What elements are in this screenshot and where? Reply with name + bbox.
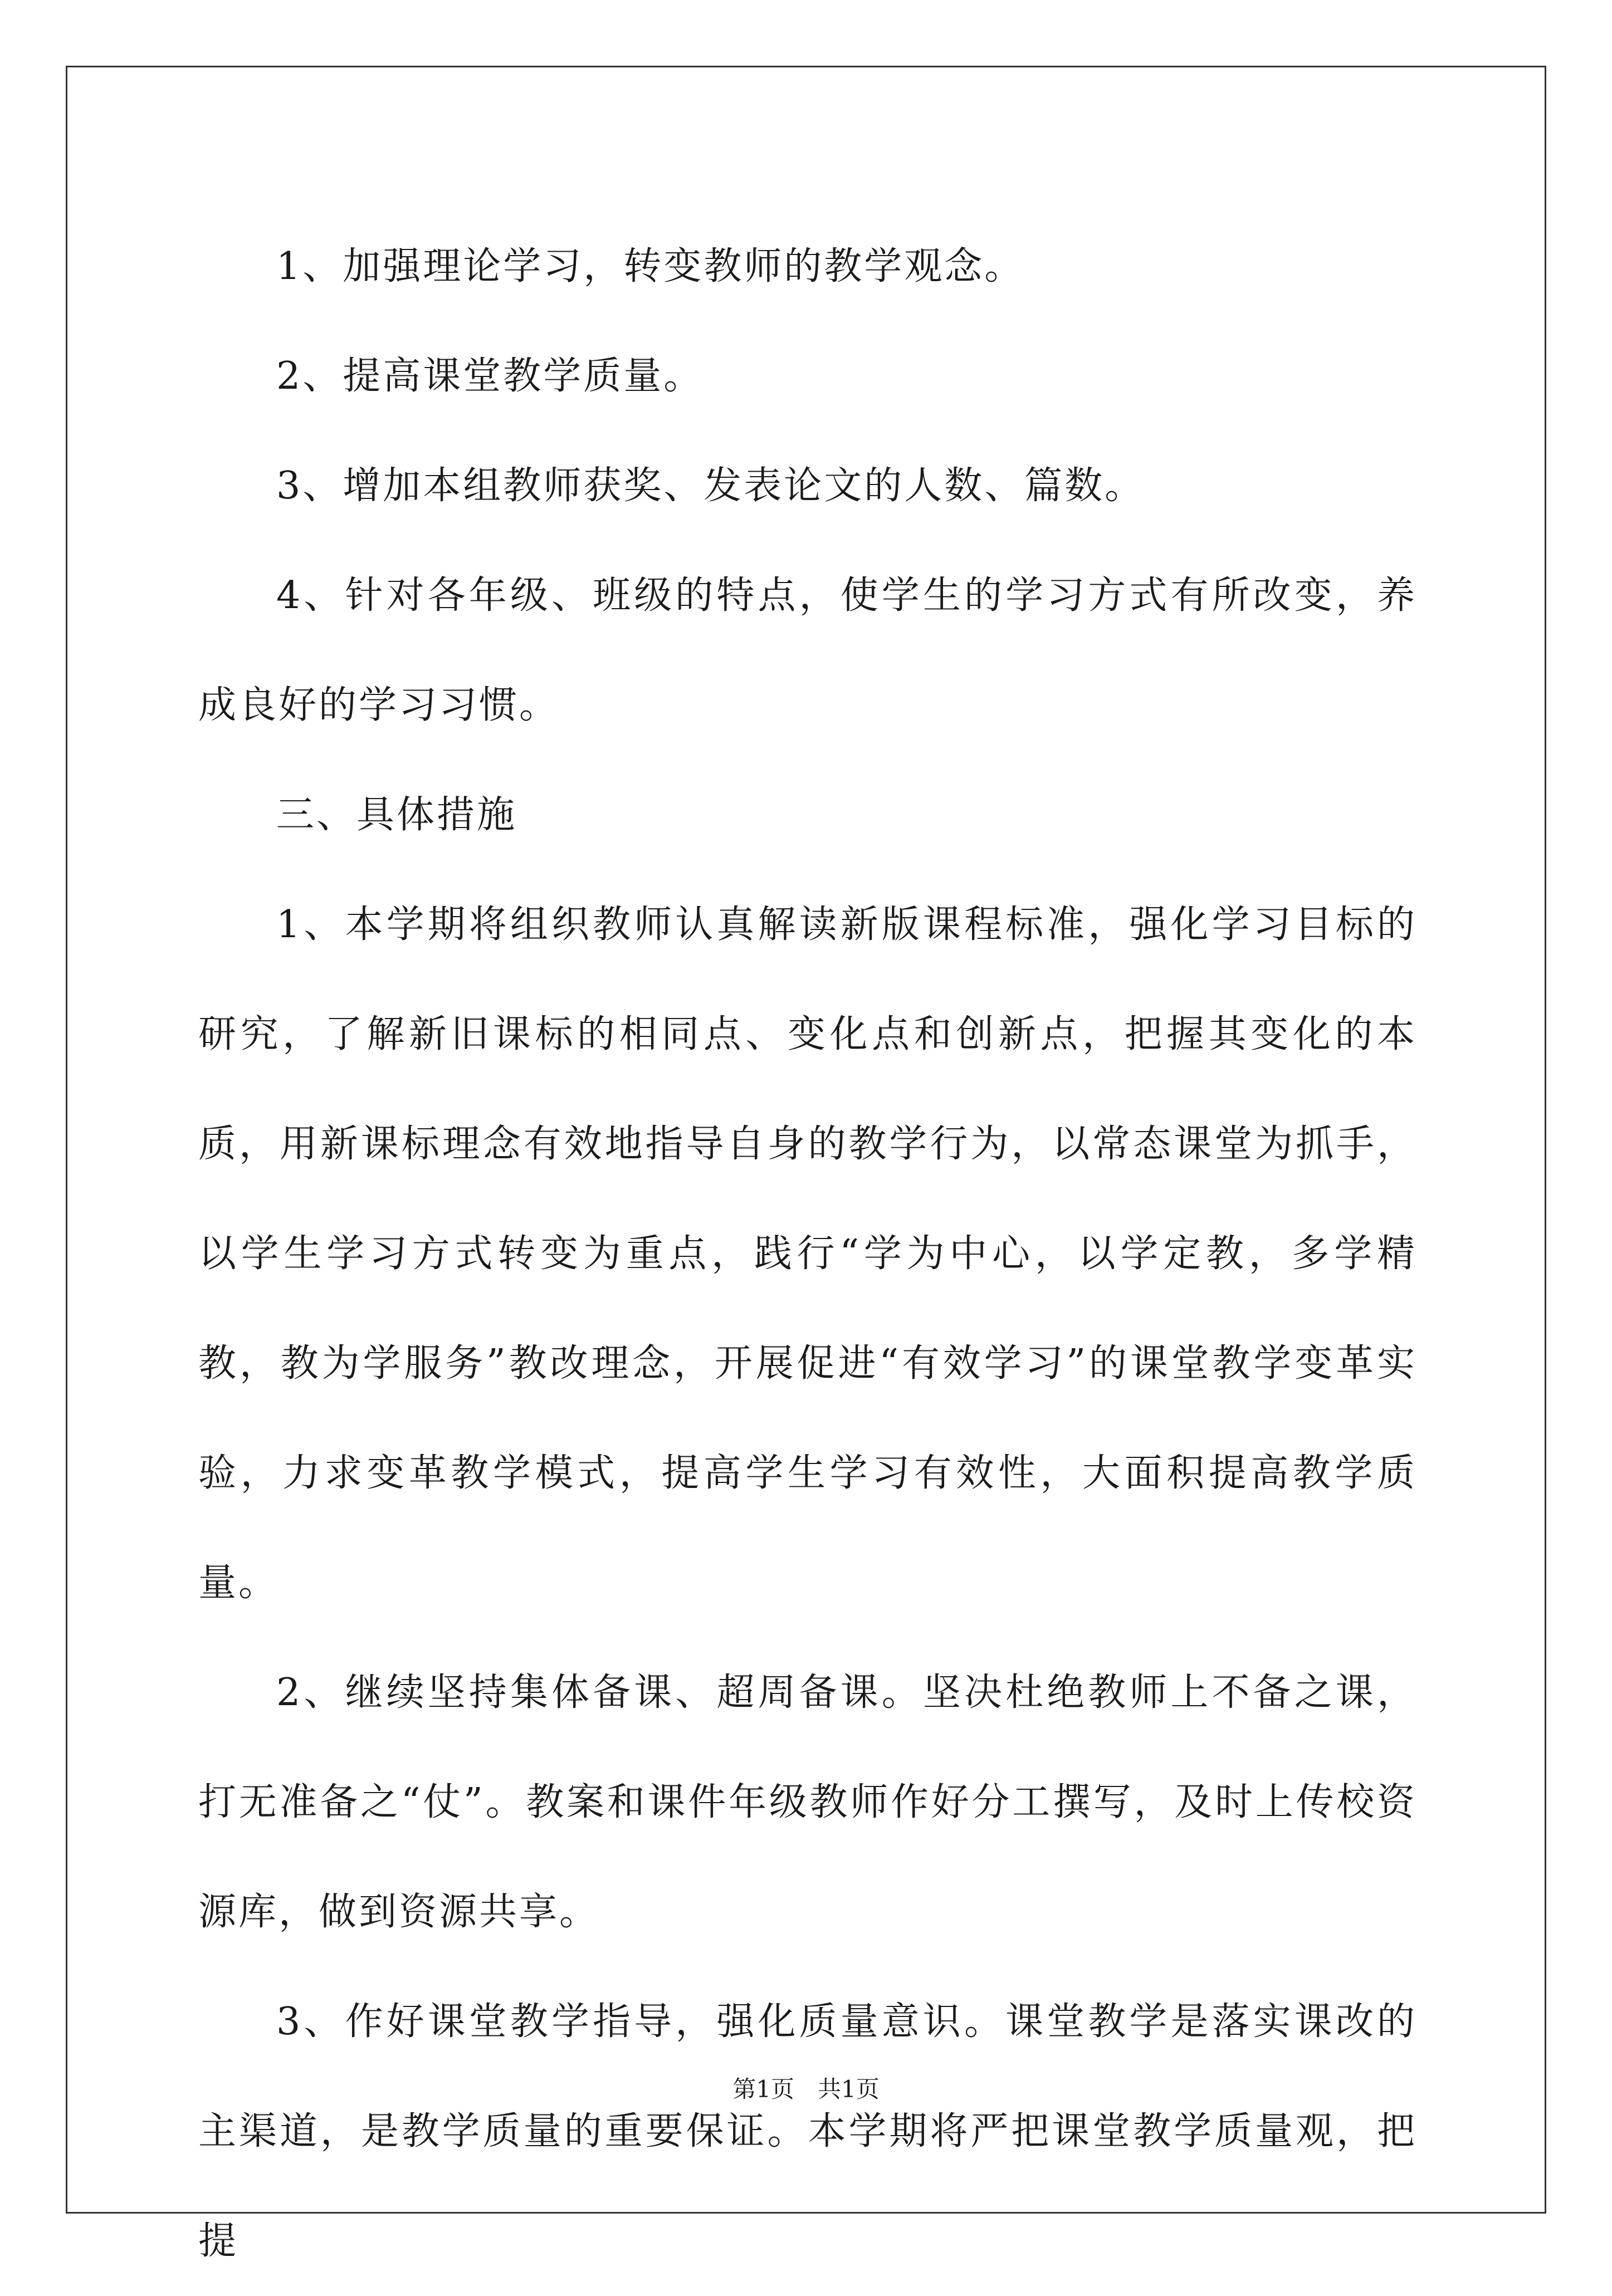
paragraph-goal-1: 1、加强理论学习，转变教师的教学观念。 [276,244,1025,288]
paragraph-goal-2: 2、提高课堂教学质量。 [276,354,704,398]
paragraph-goal-3: 3、增加本组教师获奖、发表论文的人数、篇数。 [276,464,1145,508]
section-heading-measures: 三、具体措施 [276,793,517,837]
page-number-footer: 第1页 共1页 [732,2075,880,2103]
paragraph-goal-4: 4、针对各年级、班级的特点，使学生的学习方式有所改变，养成良好的学习习惯。 [198,574,1417,727]
document-body [198,212,1417,2296]
paragraph-measure-2: 2、继续坚持集体备课、超周备课。坚决杜绝教师上不备之课，打无准备之“仗”。教案和课件年级教师作好分工撰写，及时上传校资源库，做到资源共享。 [198,1671,1417,1934]
paragraph-measure-3: 3、作好课堂教学指导，强化质量意识。课堂教学是落实课改的主渠道，是教学质量的重要保证。本学期将严把课堂教学质量观，把提 [198,2000,1417,2263]
paragraph-measure-1: 1、本学期将组织教师认真解读新版课程标准，强化学习目标的研究，了解新旧课标的相同点、变化点和创新点，把握其变化的本质，用新课标理念有效地指导自身的教学行为，以常态课堂为抓手，以学生学习方式转变为重点，践行“学为中心，以学定教，多学精教，教为学服务”教改理念，开展促进“有效学习”的课堂教学变革实验，力求变革教学模式，提高学生学习有效性，大面积提高教学质量。 [198,903,1418,1605]
